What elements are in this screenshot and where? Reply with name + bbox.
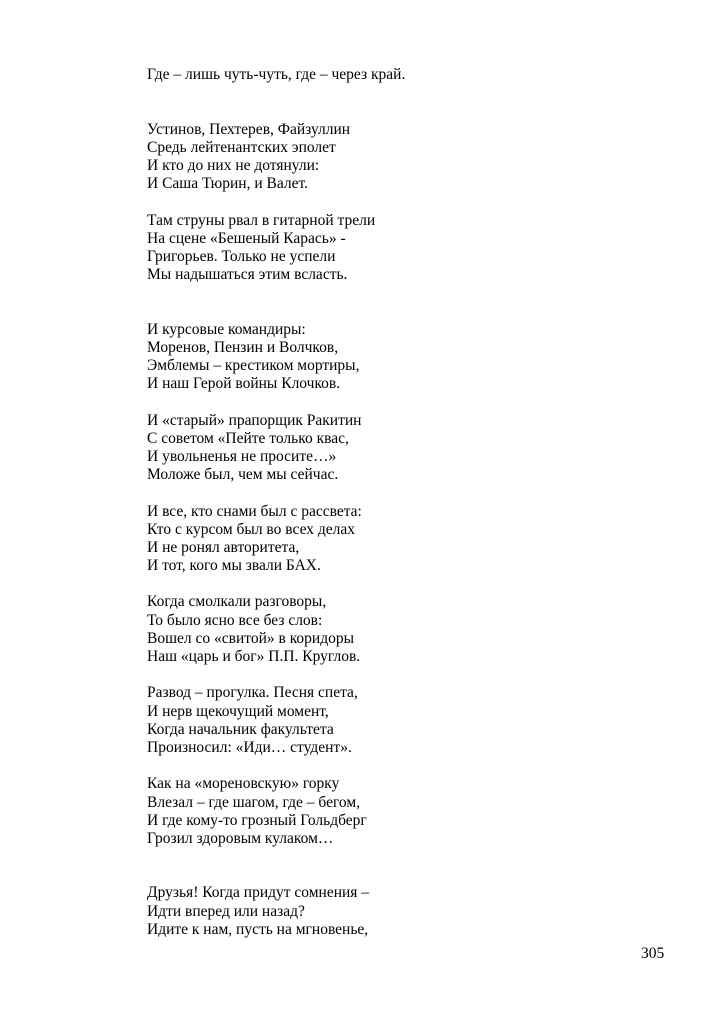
stanza-2 <box>147 121 667 194</box>
stanza-gap <box>147 484 667 502</box>
poem-line: Идите к нам, пусть на мгновенье, <box>147 920 369 938</box>
poem-line: И не ронял авторитета, <box>147 538 300 556</box>
poem-line: Грозил здоровым кулаком… <box>147 829 334 847</box>
poem-line: На сцене «Бешеный Карась» - <box>147 229 346 247</box>
poem-line: Кто с курсом был во всех делах <box>147 520 356 538</box>
stanza-10 <box>147 884 667 939</box>
poem-line: Устинов, Пехтерев, Файзуллин <box>147 120 351 138</box>
poem-line: Эмблемы – крестиком мортиры, <box>147 357 360 375</box>
stanza-gap <box>147 84 667 120</box>
poem-line: Друзья! Когда придут сомнения – <box>147 884 370 902</box>
poem-line: И «старый» прапорщик Ракитин <box>147 411 362 429</box>
poem-line: Когда начальник факультета <box>147 720 334 738</box>
stanza-gap <box>147 193 667 211</box>
poem-line: Влезал – где шагом, где – бегом, <box>147 793 361 811</box>
poem-line: Вошел со «свитой» в коридоры <box>147 629 355 647</box>
stanza-4 <box>147 321 667 394</box>
poem-line: И Саша Тюрин, и Валет. <box>147 175 308 193</box>
poem-line: Мы надышаться этим всласть. <box>147 266 348 284</box>
poem-line: Когда смолкали разговоры, <box>147 593 327 611</box>
poem-line: Моложе был, чем мы сейчас. <box>147 466 339 484</box>
poem-line: И тот, кого мы звали БАХ. <box>147 557 321 575</box>
poem-text <box>147 66 667 939</box>
stanza-gap <box>147 666 667 684</box>
poem-line: Произносил: «Иди… студент». <box>147 738 352 756</box>
poem-line: И кто до них не дотянули: <box>147 156 320 174</box>
stanza-9 <box>147 775 667 848</box>
poem-line: И нерв щекочущий момент, <box>147 702 329 720</box>
poem-line: Там струны рвал в гитарной трели <box>147 211 376 229</box>
poem-line: Наш «царь и бог» П.П. Круглов. <box>147 648 361 666</box>
poem-line: И курсовые командиры: <box>147 320 306 338</box>
poem-line: Развод – прогулка. Песня спета, <box>147 684 358 702</box>
poem-line: Моренов, Пензин и Волчков, <box>147 338 339 356</box>
poem-line: С советом «Пейте только квас, <box>147 429 349 447</box>
stanza-1 <box>147 66 667 84</box>
stanza-gap <box>147 757 667 775</box>
poem-line: И все, кто снами был с рассвета: <box>147 502 362 520</box>
poem-line: Где – лишь чуть-чуть, где – через край. <box>147 66 406 83</box>
poem-line: И наш Герой войны Клочков. <box>147 375 341 393</box>
stanza-gap <box>147 848 667 884</box>
stanza-gap <box>147 393 667 411</box>
poem-line: Григорьев. Только не успели <box>147 247 336 265</box>
stanza-gap <box>147 284 667 320</box>
stanza-gap <box>147 575 667 593</box>
poem-line: То было ясно все без слов: <box>147 611 323 629</box>
stanza-5 <box>147 412 667 485</box>
stanza-3 <box>147 212 667 285</box>
stanza-7 <box>147 593 667 666</box>
poem-line: Идти вперед или назад? <box>147 902 305 920</box>
poem-line: Как на «мореновскую» горку <box>147 775 340 793</box>
poem-line: И увольненья не просите…» <box>147 447 337 465</box>
stanza-6 <box>147 503 667 576</box>
page-number: 305 <box>641 945 665 962</box>
poem-line: Средь лейтенантских эполет <box>147 138 336 156</box>
poem-line: И где кому-то грозный Гольдберг <box>147 811 367 829</box>
stanza-8 <box>147 684 667 757</box>
